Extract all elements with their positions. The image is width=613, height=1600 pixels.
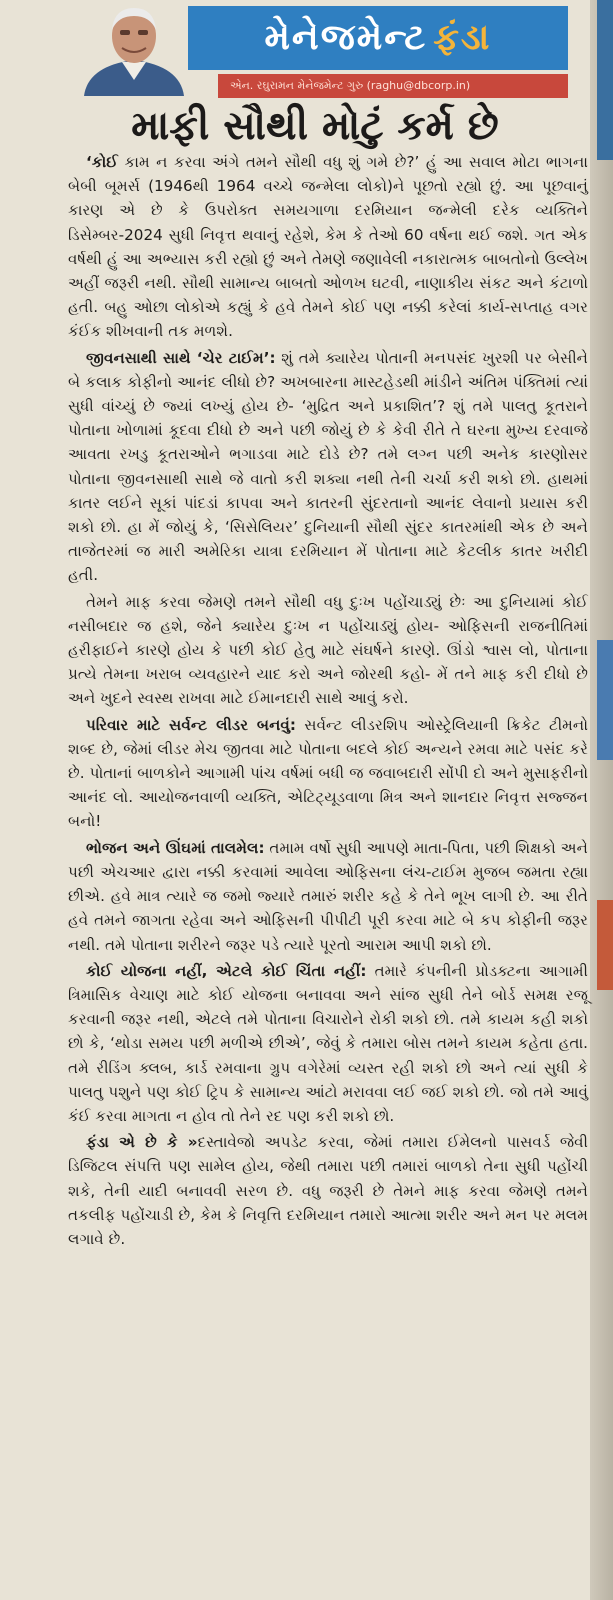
column-title	[188, 6, 568, 70]
column-title-main: મેનેજમેન્ટ	[264, 17, 428, 58]
paragraph-text: શું તમે ક્યારેય પોતાની મનપસંદ ખુરશી પર બેસીને બે કલાક કોફીનો આનંદ લીધો છે? અખબારના માસ્ટહેડથી માંડીને અંતિમ પંક્તિમાં ત્યાં સુધી વાંચ્યું છે જ્યાં લખ્યું હોય છે- ‘મુદ્રિત અને પ્રકાશિત’? શું તમે પાલતુ કૂતરાને પોતાના ખોળામાં કૂદવા દીધો છે અને પછી જોયું છે કે કેવી રીતે તે ઘરના મુખ્ય દરવાજે આવતા રખડુ કૂતરાઓને ભગાડવા માટે દોડે છે? તમે લગ્ન પછી અનેક કારણોસર પોતાના જીવનસાથી સાથે જે વાતો કરી શક્યા નથી તેની ચર્ચા કરી શકો છો. હાથમાં કાતર લઈને સૂકાં પાંદડાં કાપવા અને કાતરની સુંદરતાનો આનંદ લેવાનો પ્રયાસ કરી શકો છો. હા મેં જોયું કે, ‘સિસેલિયર’ દુનિયાની સૌથી સુંદર કાતરમાંથી એક છે અને તાજેતરમાં જ મારી અમેરિકા યાત્રા દરમિયાન મેં પોતાના માટે કેટલીક કાતર ખરીદી હતી.	[68, 348, 588, 585]
adjacent-page-strip	[597, 640, 613, 760]
paragraph-text: કામ ન કરવા અંગે તમને સૌથી વધુ શું ગમે છે?’ હું આ સવાલ મોટા ભાગના બેબી બૂમર્સ (1946થી 1964 વચ્ચે જન્મેલા લોકો)ને પૂછતો રહ્યો છું. આ પૂછવાનું કારણ એ છે કે ઉપરોક્ત સમયગાળા દરમિયાન જન્મેલી દરેક વ્યક્તિને ડિસેમ્બર-2024 સુધી નિવૃત્ત થવાનું રહેશે, કેમ કે તેઓ 60 વર્ષના થઈ જશે. ગત એક વર્ષથી હું આ અભ્યાસ કરી રહ્યો છું અને તેમણે જણાવેલી નકારાત્મક બાબતોનો ઉલ્લેખ અહીં જરૂરી નથી. સૌથી સામાન્ય બાબતો ઓળખ ઘટવી, નાણાકીય સંકટ અને કંટાળો હતી. બહુ ઓછા લોકોએ કહ્યું કે હવે તેમને કોઈ પણ નક્કી કરેલાં કાર્ય-સપ્તાહ વગર કંઈક શીખવાની તક મળશે.	[68, 153, 588, 341]
article-body	[68, 150, 588, 1590]
headline: માફી સૌથી મોટું કર્મ છે	[131, 103, 499, 149]
column-title-accent: ફંડા	[433, 17, 492, 58]
paragraph-lead: ‘કોઈ	[86, 153, 119, 171]
byline: એન. રઘુરામન મેનેજમેન્ટ ગુરુ (raghu@dbcorp.in)	[230, 79, 471, 92]
byline-band	[218, 74, 568, 98]
paragraph-lead: પરિવાર માટે સર્વન્ટ લીડર બનવું:	[86, 715, 296, 734]
adjacent-page-strip	[597, 900, 613, 990]
paragraph	[68, 959, 588, 1128]
paragraph-text: દસ્તાવેજો અપડેટ કરવા, જેમાં તમારા ઈમેલનો પાસવર્ડ જેવી ડિજિટલ સંપત્તિ પણ સામેલ હોય, જેથી તમારા પછી તમારાં બાળકો તેના સુધી પહોંચી શકે, તેની યાદી બનાવવી સરળ છે. વધુ જરૂરી છે તેમને માફ કરવા જેમણે તમને તકલીફ પહોંચાડી છે, કેમ કે નિવૃત્તિ દરમિયાન તમારો આત્મા શરીર અને મન પર મલમ લગાવે છે.	[68, 1133, 588, 1248]
paragraph-lead: કોઈ યોજના નહીં, એટલે કોઈ ચિંતા નહીં:	[86, 961, 367, 980]
page-edge	[590, 0, 613, 1600]
paragraph	[68, 150, 588, 344]
column-title-band	[188, 6, 568, 70]
paragraph	[68, 713, 588, 834]
paragraph	[68, 1130, 588, 1251]
paragraph-text: તમારે કંપનીની પ્રોડક્ટના આગામી ત્રિમાસિક વેચાણ માટે કોઈ યોજના બનાવવા અને સાંજ સુધી તેને બોર્ડ સમક્ષ રજૂ કરવાની જરૂર નથી, એટલે તમે પોતાના વિચારોને રોકી શકો છો. તમે કાયમ કહી શકો છો કે, ‘થોડા સમય પછી મળીએ છીએ’, જેવું કે તમારા બોસ તમને કાયમ કહેતા હતા. તમે રીડિંગ ક્લબ, કાર્ડ રમવાના ગ્રુપ વગેરેમાં વ્યસ્ત રહી શકો છો અને ત્યાં સુધી કે પાલતુ પશુને પણ કોઈ ટ્રિપ કે સામાન્ય આંટો મરાવવા લઈ જઈ શકો છો. જો તમે આવું કંઈ કરવા માગતા ન હોવ તો તેને રદ પણ કરી શકો છો.	[68, 961, 588, 1125]
paragraph-lead: ફંડા એ છે કે »	[86, 1133, 198, 1152]
paragraph-lead: ભોજન અને ઊંઘમાં તાલમેલ:	[86, 838, 265, 857]
column-header	[78, 6, 570, 98]
adjacent-page-strip	[597, 0, 613, 160]
paragraph	[68, 346, 588, 588]
paragraph-text: સર્વન્ટ લીડરશિપ ઓસ્ટ્રેલિયાની ક્રિકેટ ટીમનો શબ્દ છે, જેમાં લીડર મેચ જીતવા માટે પોતાના બદલે કોઈ અન્યને રમવા માટે પસંદ કરે છે. પોતાનાં બાળકોને આગામી પાંચ વર્ષમાં બધી જ જવાબદારી સોંપી દો અને મુસાફરીનો આનંદ લો. આયોજનવાળી વ્યક્તિ, એટિટ્યૂડવાળા મિત્ર અને શાનદાર નિવૃત્ત સજ્જન બનો!	[68, 715, 588, 831]
paragraph	[68, 836, 588, 957]
paragraph	[68, 590, 588, 711]
paragraph-lead: જીવનસાથી સાથે ‘ચેર ટાઈમ’:	[86, 348, 276, 367]
paragraph-text: તમામ વર્ષો સુધી આપણે માતા-પિતા, પછી શિક્ષકો અને પછી એચઆર દ્વારા નક્કી કરવામાં આવેલા ઓફિસના લંચ-ટાઈમ મુજબ જમતા રહ્યા છીએ. હવે માત્ર ત્યારે જ જમો જ્યારે તમારું શરીર કહે કે તેને ભૂખ લાગી છે. આ રીતે હવે તમને જાગતા રહેવા અને ઓફિસની પીપીટી પૂરી કરવા માટે બે કપ કોફીની જરૂર નથી. તમે પોતાના શરીરને જરૂર પડે ત્યારે પૂરતો આરામ આપી શકો છો.	[68, 838, 589, 954]
paragraph-text: તેમને માફ કરવા જેમણે તમને સૌથી વધુ દુઃખ પહોંચાડ્યું છેઃ આ દુનિયામાં કોઈ નસીબદાર જ હશે, જેને ક્યારેય દુઃખ ન પહોંચાડ્યું હોય- ઓફિસની રાજનીતિમાં હરીફાઈને કારણે હોય કે પછી કોઈ હેતુ માટે સંઘર્ષને કારણે. ઊંડો શ્વાસ લો, પોતાના પ્રત્યે તેમના ખરાબ વ્યવહારને યાદ કરો અને જોરથી કહો- મેં તને માફ કરી દીધો છે અને ખુદને સ્વસ્થ રાખવા માટે ઈમાનદારી સાથે આવું કરો.	[68, 592, 588, 708]
